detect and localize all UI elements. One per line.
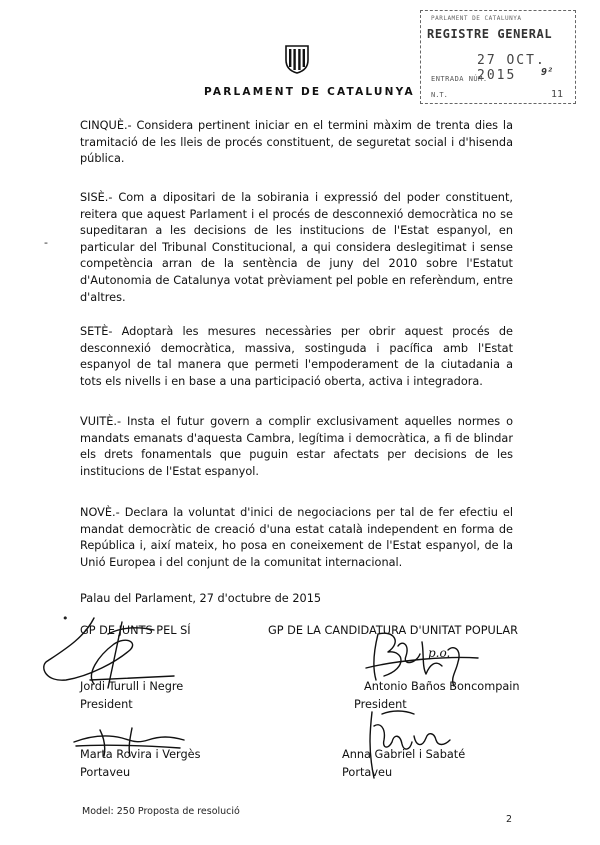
- paragraph-sise: SISÈ.- Com a dipositari de la sobirania i expressió del poder constituent, reitera que aquest Parlament i el procés de desconnexió democràtica no se supeditaran a les decisions de les institucions de l'Estat espanyol, en particular del Tribunal Constitucional, a qui considera deslegitimat i sense competència arran de la sentència de juny del 2010 sobre l'Estatut d'Autonomia de Catalunya votat prèviament pel poble en referèndum, entre d'altres.: [80, 191, 513, 304]
- left-spokesperson-name: Marta Rovira i Vergès: [80, 748, 201, 761]
- registry-stamp: [420, 10, 576, 104]
- page-number: 2: [506, 814, 513, 825]
- margin-mark: -: [44, 236, 48, 249]
- stamp-date: 27 OCT. 2015: [477, 53, 546, 83]
- paragraph-nove: NOVÈ.- Declara la voluntat d'inici de negociacions per tal de fer efectiu el mandat democràtic de creació d'una estat català independent en forma de República i, així mateix, ho posa en coneixement de l'Estat espanyol, de la Unió Europea i del conjunt de la comunitat internacional.: [80, 506, 513, 569]
- stamp-number-label: N.T.: [431, 91, 448, 99]
- group-left-name: GP DE JUNTS PEL SÍ: [80, 624, 191, 637]
- footer-model: Model: 250 Proposta de resolució: [82, 806, 240, 817]
- paragraph-vuite: VUITÈ.- Insta el futur govern a complir exclusivament aquelles normes o mandats emanats d'aquesta Cambra, legítima i democràtica, a fi de blindar els drets fonamentals que puguin estar afectats per decisions de les institucions de l'Estat espanyol.: [80, 415, 513, 478]
- stamp-number-value: 11: [551, 89, 564, 100]
- paragraph-sete: SETÈ- Adoptarà les mesures necessàries per obrir aquest procés de desconnexió democràtica, massiva, sostinguda i pacífica amb l'Estat espanyol de tal manera que permeti l'empoderament de la ciutadania a tots els nivells i en base a una participació oberta, activa i integradora.: [80, 325, 513, 388]
- left-president-name: Jordi Turull i Negre: [80, 680, 184, 693]
- stamp-entry-label: ENTRADA NÚM.: [431, 75, 488, 83]
- stamp-top-line: PARLAMENT DE CATALUNYA: [431, 15, 522, 22]
- place-date: Palau del Parlament, 27 d'octubre de 2015: [80, 592, 322, 605]
- right-president-name: Antonio Baños Boncompain: [364, 680, 520, 693]
- stamp-entry-value: 9²: [541, 67, 554, 78]
- group-right-name: GP DE LA CANDIDATURA D'UNITAT POPULAR: [268, 624, 518, 637]
- handwritten-note: p.o.: [428, 646, 451, 660]
- stamp-title: REGISTRE GENERAL: [427, 27, 553, 41]
- margin-mark: •: [62, 612, 69, 625]
- paragraph-cinque: CINQUÈ.- Considera pertinent iniciar en el termini màxim de trenta dies la tramitació de les lleis de procés constituent, de seguretat social i d'hisenda pública.: [80, 119, 513, 166]
- right-president-role: President: [354, 698, 407, 711]
- left-spokesperson-role: Portaveu: [80, 766, 131, 779]
- parliament-name: PARLAMENT DE CATALUNYA: [204, 86, 415, 98]
- parliament-emblem-icon: [284, 44, 310, 74]
- right-spokesperson-name: Anna Gabriel i Sabaté: [342, 748, 466, 761]
- left-president-role: President: [80, 698, 133, 711]
- right-spokesperson-role: Portaveu: [342, 766, 393, 779]
